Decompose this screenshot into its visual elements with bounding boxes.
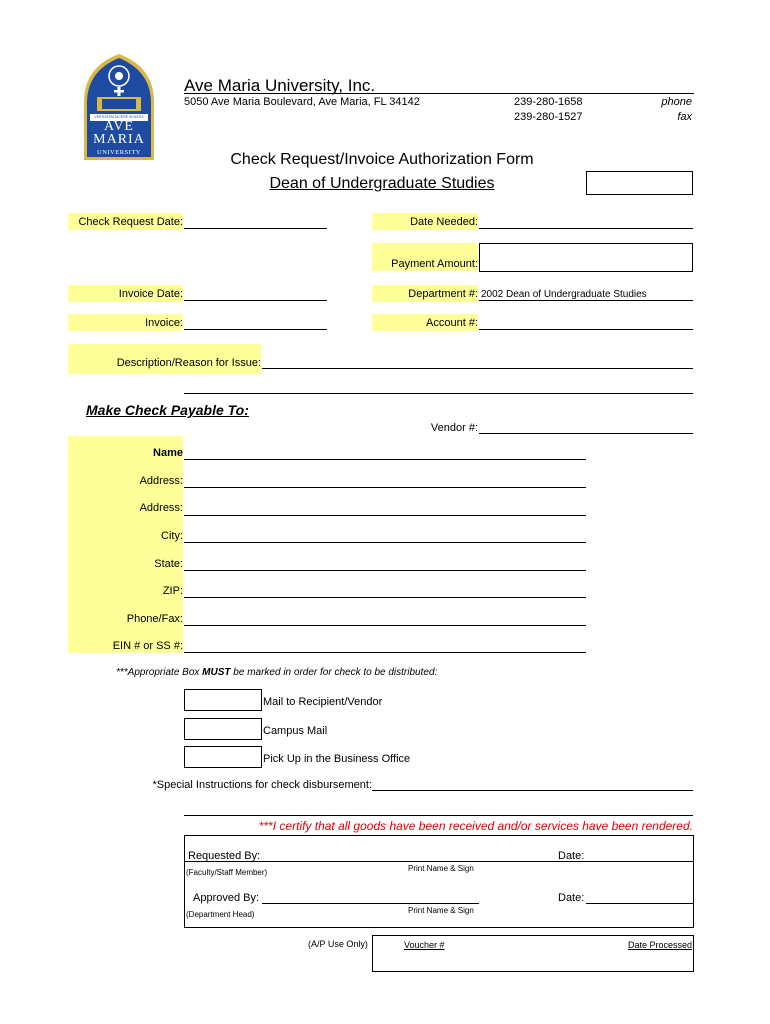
special-instructions-field[interactable]: [372, 790, 693, 791]
invoice-field[interactable]: [184, 329, 327, 330]
department-field[interactable]: [479, 300, 693, 301]
mail-recipient-label: Mail to Recipient/Vendor: [263, 696, 383, 708]
payee-phone-fax-label: Phone/Fax:: [126, 613, 183, 625]
logo-name-maria: MARIA: [93, 132, 145, 147]
department-label: Department #:: [408, 288, 478, 300]
logo-name-ave: AVE: [104, 119, 134, 134]
voucher-label: Voucher #: [404, 940, 445, 950]
check-request-date-field[interactable]: [184, 228, 327, 229]
form-department: Dean of Undergraduate Studies: [269, 175, 495, 192]
payee-zip-field[interactable]: [184, 597, 586, 598]
university-logo: [82, 52, 156, 162]
account-label: Account #:: [426, 317, 478, 329]
requested-by-label: Requested By:: [188, 850, 261, 862]
approved-by-sub: (Department Head): [186, 910, 255, 919]
requested-print-name: Print Name & Sign: [408, 864, 474, 873]
payee-address2-label: Address:: [139, 502, 183, 514]
approved-date-label: Date:: [558, 892, 585, 904]
date-needed-field[interactable]: [479, 228, 693, 229]
pickup-label: Pick Up in the Business Office: [263, 753, 411, 765]
approved-print-name: Print Name & Sign: [408, 906, 474, 915]
form-title: Check Request/Invoice Authorization Form: [230, 151, 534, 168]
approved-date-field[interactable]: [586, 903, 693, 904]
payee-zip-label: ZIP:: [162, 585, 183, 597]
special-instructions-label: *Special Instructions for check disbursement:: [152, 779, 372, 791]
ap-use-only-label: (A/P Use Only): [308, 939, 368, 949]
payment-amount-field[interactable]: [479, 243, 693, 272]
distribution-note: ***Appropriate Box MUST be marked in order for check to be distributed:: [116, 667, 438, 678]
vendor-field[interactable]: [479, 433, 693, 434]
approved-by-field[interactable]: [262, 903, 479, 904]
logo-name-university: UNIVERSITY: [97, 149, 141, 156]
check-request-date-label: Check Request Date:: [78, 216, 183, 228]
date-needed-label: Date Needed:: [410, 216, 478, 228]
account-field[interactable]: [479, 329, 693, 330]
mail-recipient-checkbox[interactable]: [184, 689, 262, 711]
form-number-box[interactable]: [586, 171, 693, 195]
requested-date-label: Date:: [558, 850, 585, 862]
campus-mail-label: Campus Mail: [263, 725, 328, 737]
invoice-date-field[interactable]: [184, 300, 327, 301]
payee-ein-label: EIN # or SS #:: [112, 640, 183, 652]
campus-mail-checkbox[interactable]: [184, 718, 262, 740]
payee-state-label: State:: [154, 558, 183, 570]
description-field-line2[interactable]: [184, 393, 693, 394]
org-phone: 239-280-1658: [514, 96, 583, 108]
payee-name-label: Name: [153, 447, 183, 459]
payee-address1-field[interactable]: [184, 487, 586, 488]
payee-ein-field[interactable]: [184, 652, 586, 653]
phone-label: phone: [661, 96, 692, 108]
invoice-date-label: Invoice Date:: [118, 288, 183, 300]
payee-state-field[interactable]: [184, 570, 586, 571]
payee-heading: Make Check Payable To:: [86, 402, 249, 418]
certify-statement: ***I certify that all goods have been received and/or services have been rendered.: [258, 819, 693, 833]
payee-address1-label: Address:: [139, 475, 183, 487]
requested-by-field[interactable]: [262, 861, 479, 862]
logo-motto: VERITATEM DICERE IN NATIS: [94, 115, 144, 119]
payee-address2-field[interactable]: [184, 515, 586, 516]
payee-phone-fax-field[interactable]: [184, 625, 586, 626]
description-field[interactable]: [262, 368, 693, 369]
approved-by-label: Approved By:: [193, 892, 260, 904]
org-fax: 239-280-1527: [514, 111, 583, 123]
invoice-label: Invoice:: [145, 317, 183, 329]
org-name: Ave Maria University, Inc.: [184, 76, 376, 95]
description-label: Description/Reason for Issue:: [116, 357, 261, 369]
vendor-label: Vendor #:: [430, 422, 478, 434]
payment-amount-label: Payment Amount:: [391, 258, 478, 270]
pickup-checkbox[interactable]: [184, 746, 262, 768]
fax-label: fax: [677, 111, 692, 123]
payee-city-label: City:: [161, 530, 183, 542]
requested-date-field[interactable]: [586, 861, 693, 862]
payee-city-field[interactable]: [184, 542, 586, 543]
org-address: 5050 Ave Maria Boulevard, Ave Maria, FL 34142: [184, 96, 420, 108]
date-processed-label: Date Processed: [627, 940, 692, 950]
special-instructions-field-line2[interactable]: [184, 815, 693, 816]
requested-by-sub: (Faculty/Staff Member): [186, 868, 268, 877]
payee-name-field[interactable]: [184, 459, 586, 460]
department-value: 2002 Dean of Undergraduate Studies: [481, 289, 647, 300]
